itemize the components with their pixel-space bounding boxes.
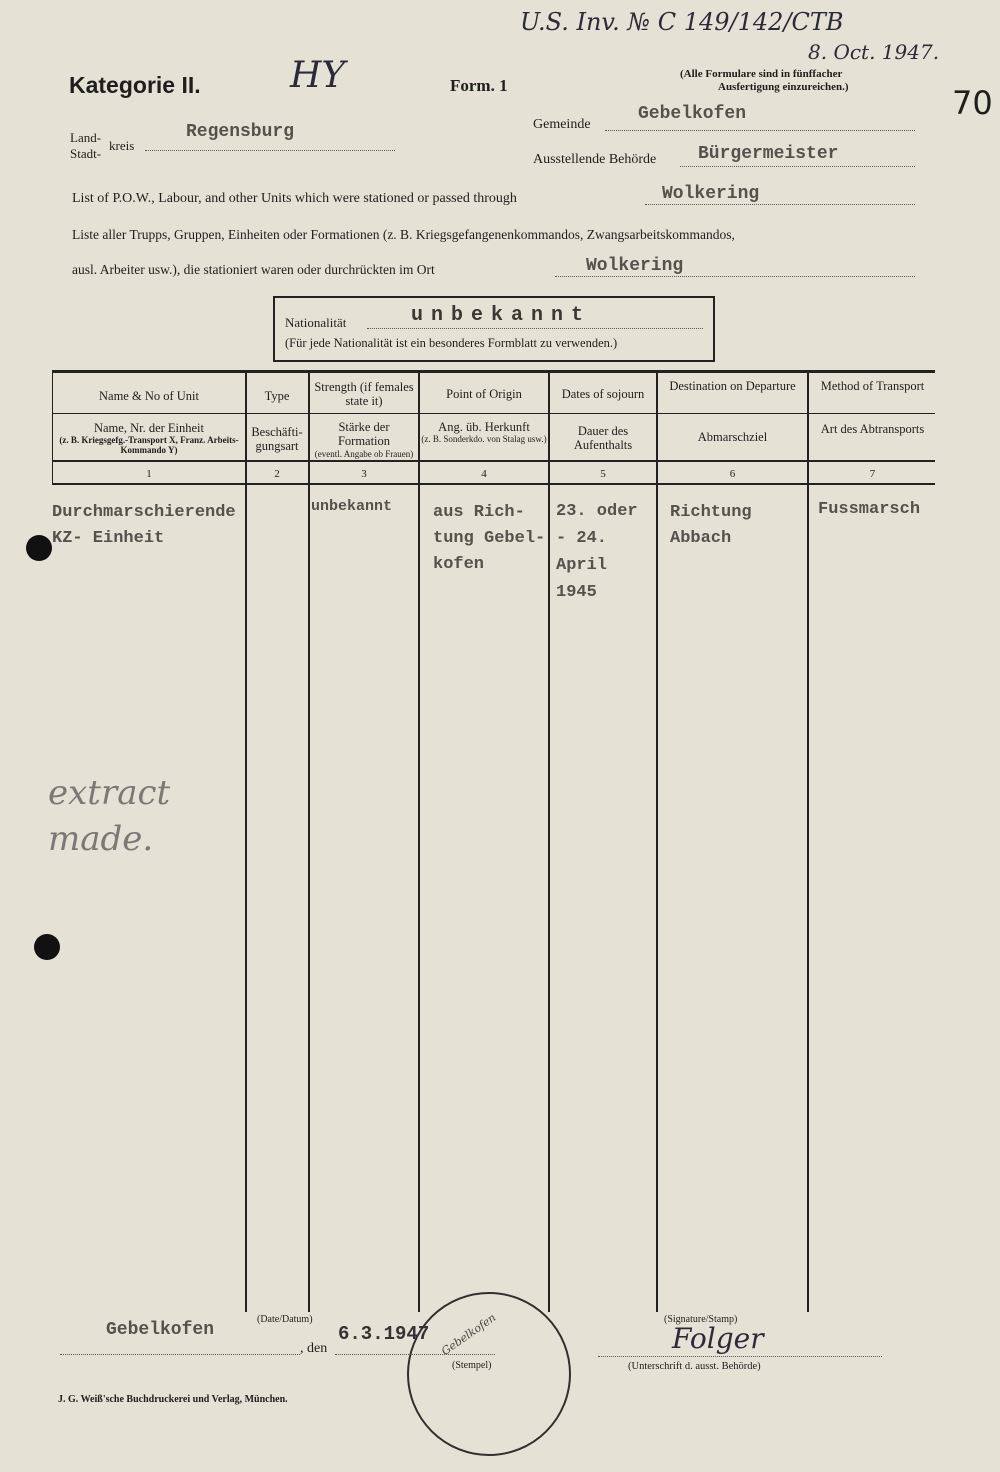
col6-num: 6: [729, 468, 736, 480]
stamp-circle: [407, 1292, 571, 1456]
stamp-text: Gebelkofen: [438, 1311, 499, 1358]
col3-de-sub: (eventl. Angabe ob Frauen): [314, 449, 414, 459]
archive-date: 8. Oct. 1947.: [808, 40, 940, 64]
ort-value: Wolkering: [586, 256, 684, 276]
col2-num: 2: [274, 468, 280, 480]
kreis-label: kreis: [109, 138, 135, 153]
row-unit: Durchmarschierende KZ- Einheit: [52, 503, 236, 548]
printer-imprint: J. G. Weiß'sche Buchdruckerei und Verlag, München.: [58, 1394, 288, 1405]
category-title: Kategorie II.: [69, 72, 201, 98]
col6-de: Abmarschziel: [697, 430, 768, 444]
col1-de-sub: (z. B. Kriegsgefg.-Transport X, Franz. Arbeits-Kommando Y): [59, 435, 239, 455]
kreis-value: Regensburg: [186, 122, 295, 142]
col3-de: Stärke der Formation: [337, 420, 391, 448]
inventory-number: U.S. Inv. № C 149/142/CTB: [520, 8, 844, 36]
row-origin: aus Rich- tung Gebel- kofen: [433, 503, 546, 574]
col5-de: Dauer des Aufenthalts: [573, 424, 633, 452]
col4-en: Point of Origin: [446, 387, 522, 401]
behoerde-label: Ausstellende Behörde: [533, 152, 657, 167]
col1-en: Name & No of Unit: [99, 389, 199, 403]
col7-de: Art des Abtransports: [820, 422, 925, 436]
col7-en: Method of Transport: [820, 379, 925, 393]
gemeinde-label: Gemeinde: [533, 117, 591, 132]
col5-en: Dates of sojourn: [561, 387, 645, 401]
punch-hole-top: [26, 535, 52, 561]
col2-de: Beschäfti- gungsart: [251, 425, 303, 453]
col4-de: Ang. üb. Herkunft: [438, 420, 530, 434]
liste-line2: ausl. Arbeiter usw.), die stationiert waren oder durchrückten im Ort: [72, 262, 435, 277]
gemeinde-value: Gebelkofen: [638, 104, 747, 124]
col5-num: 5: [600, 468, 606, 480]
col4-de-sub: (z. B. Sonderkdo. von Stalag usw.): [421, 434, 547, 444]
notice-line1: (Alle Formulare sind in fünffacher: [680, 68, 843, 80]
signature-label: (Signature/Stamp): [664, 1314, 738, 1325]
den-label: , den: [300, 1341, 328, 1356]
stadt-label: Stadt-: [70, 146, 102, 161]
col1-num: 1: [146, 468, 152, 480]
list-label: List of P.O.W., Labour, and other Units which were stationed or passed through: [72, 191, 517, 206]
col7-num: 7: [869, 468, 876, 480]
col2-en: Type: [264, 389, 290, 403]
col1-de: Name, Nr. der Einheit: [93, 421, 205, 435]
col6-en: Destination on Departure: [669, 379, 796, 393]
col3-num: 3: [361, 468, 367, 480]
handwritten-mark: HY: [290, 55, 346, 96]
page-number: 70: [952, 84, 993, 122]
row-transport: Fussmarsch: [818, 500, 921, 519]
footer-date: 6.3.1947: [338, 1323, 430, 1345]
notice-line2: Ausfertigung einzureichen.): [718, 81, 849, 93]
liste-line1: Liste aller Trupps, Gruppen, Einheiten oder Formationen (z. B. Kriegsgefangenenkommandos, Zwangsarbeitskommandos,: [72, 227, 735, 242]
nationality-box: [273, 296, 715, 362]
margin-note: extract made.: [48, 773, 171, 859]
signature-caption: (Unterschrift d. ausst. Behörde): [628, 1361, 761, 1372]
nationality-value: unbekannt: [411, 304, 592, 327]
date-label: (Date/Datum): [257, 1314, 313, 1325]
signature: Folger: [672, 1322, 764, 1355]
form-label: Form. 1: [450, 76, 508, 95]
stamp-label: (Stempel): [452, 1360, 492, 1371]
col4-num: 4: [481, 468, 487, 480]
footer-place: Gebelkofen: [106, 1320, 215, 1340]
nationality-label: Nationalität: [285, 315, 347, 330]
row-dates: 23. oder - 24. April 1945: [556, 502, 638, 602]
punch-hole-bottom: [34, 934, 60, 960]
row-destination: Richtung Abbach: [670, 503, 752, 548]
col3-en: Strength (if females state it): [314, 380, 414, 408]
nationality-note: (Für jede Nationalität ist ein besonderes Formblatt zu verwenden.): [285, 336, 618, 350]
behoerde-value: Bürgermeister: [698, 144, 839, 164]
list-value: Wolkering: [662, 184, 760, 204]
land-label: Land-: [70, 130, 102, 145]
row-strength: unbekannt: [311, 498, 393, 515]
